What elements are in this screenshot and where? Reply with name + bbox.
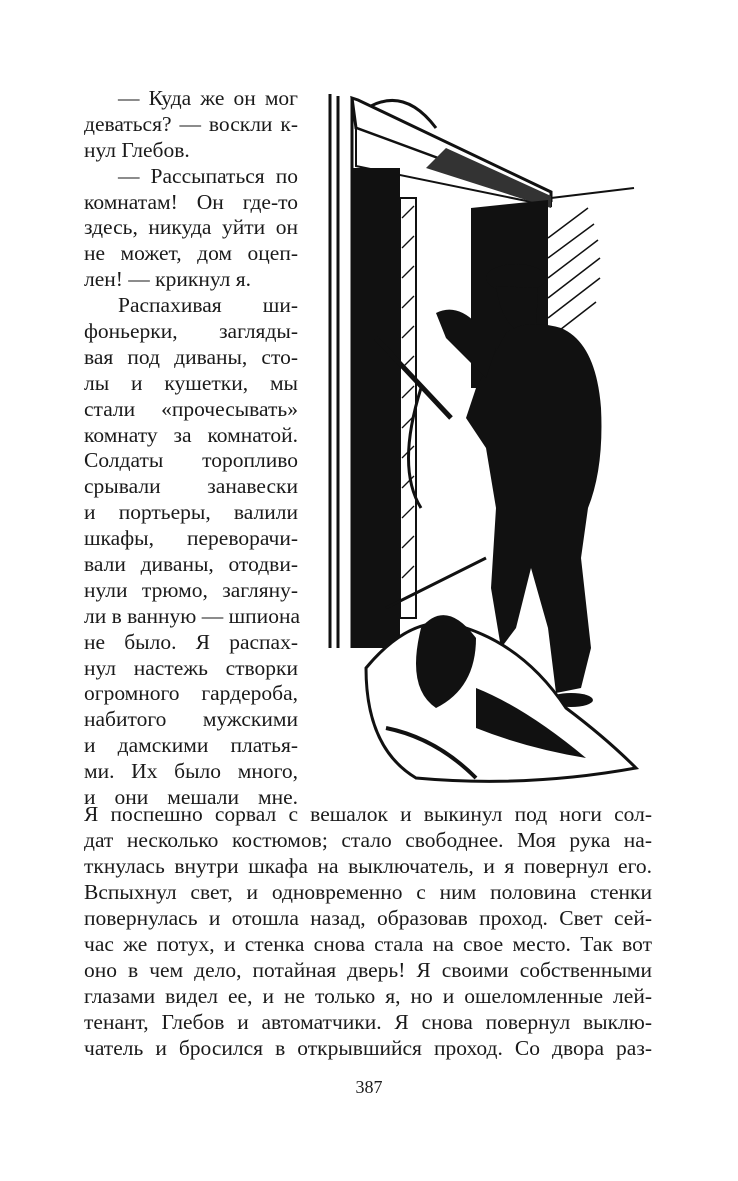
text-line: ми. Их было много, [84, 759, 298, 784]
text-line: оно в чем дело, потайная дверь! Я своими собственными [84, 958, 652, 982]
text-line: Солдаты торопливо [84, 448, 298, 473]
text-line: фоньерки, загляды- [84, 319, 298, 344]
text-line: деваться? — воскли к- [84, 111, 298, 136]
text-line: набитого мужскими [84, 707, 298, 732]
narrow-text-column [84, 86, 298, 811]
text-line: лы и кушетки, мы [84, 370, 298, 395]
text-line: тенант, Глебов и автоматчики. Я снова повернул выклю- [84, 1010, 652, 1034]
text-line: нули трюмо, загляну- [84, 577, 298, 602]
text-line: и дамскими платья- [84, 733, 298, 758]
text-line: лен! — крикнул я. [84, 267, 252, 292]
text-line: ткнулась внутри шкафа на выключатель, и я повернул его. [84, 854, 652, 878]
text-line: — Рассыпаться по [118, 163, 298, 188]
text-line: нул настежь створки [84, 655, 298, 680]
wardrobe-door-edge [400, 198, 416, 618]
text-line: не может, дом оцеп- [84, 241, 298, 266]
text-line: нул Глебов. [84, 137, 190, 162]
text-line: вали диваны, отодви- [84, 552, 298, 577]
text-line: час же потух, и стенка снова стала на свое место. Так вот [84, 932, 652, 956]
text-line: здесь, никуда уйти он [84, 215, 298, 240]
text-line: огромного гардероба, [84, 681, 298, 706]
text-line: ли в ванную — шпиона [84, 603, 300, 628]
text-line: чатель и бросился в открывшийся проход. Со двора раз- [84, 1036, 652, 1060]
text-line: дат несколько костюмов; стало свободнее. Моя рука на- [84, 828, 652, 852]
wall-hatching [548, 208, 600, 333]
text-line: и портьеры, валили [84, 500, 298, 525]
text-line: срывали занавески [84, 474, 298, 499]
text-line: не было. Я распах- [84, 629, 298, 654]
page-number: 387 [355, 1077, 383, 1097]
text-line: Я поспешно сорвал с вешалок и выкинул под ноги сол- [84, 802, 652, 826]
text-line: Распахивая ши- [118, 293, 298, 318]
wardrobe-frame [330, 94, 352, 648]
text-line: Вспыхнул свет, и одновременно с ним половина стенки [84, 880, 652, 904]
text-line: стали «прочесывать» [84, 396, 298, 421]
text-line: вая под диваны, сто- [84, 344, 298, 369]
text-line: глазами видел ее, и не только я, но и ошеломленные лей- [84, 984, 652, 1008]
text-line: комнату за комнатой. [84, 422, 298, 447]
illustration [326, 88, 646, 788]
text-line: — Куда же он мог [118, 86, 298, 110]
wardrobe-interior-left [352, 168, 400, 648]
text-line: шкафы, переворачи- [84, 526, 298, 551]
full-width-text-block [84, 801, 652, 1061]
text-line: комнатам! Он где-то [84, 189, 298, 214]
text-line: повернулась и отошла назад, образовав проход. Свет сей- [84, 906, 652, 930]
text-line: и они мешали мне. [84, 785, 298, 810]
